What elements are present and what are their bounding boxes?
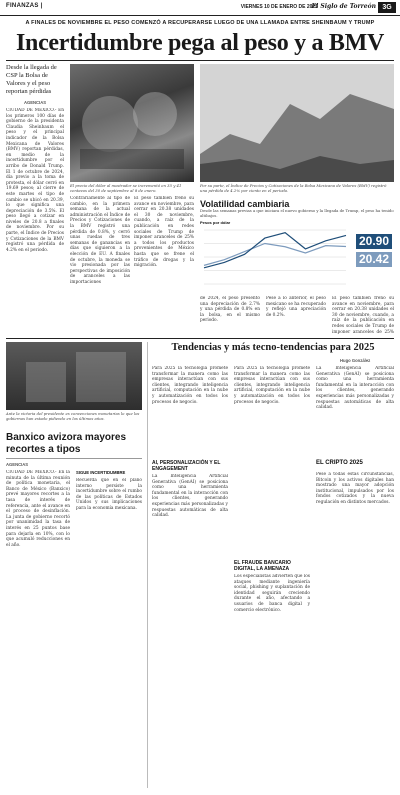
tech-subhead-ai: AI, PERSONALIZACIÓN Y EL ENGAGEMENT bbox=[152, 460, 221, 472]
peso-photo-art bbox=[70, 64, 194, 182]
banxico-headline: Banxico avizora mayores recortes a tipos bbox=[6, 432, 127, 455]
peso-photo bbox=[70, 64, 194, 182]
tech-col-c1: La Inteligencia Artificial Generativa (GenAI) se posiciona como una herramienta fundamental en la interacción con los clientes, generando experiencias más personalizadas y respuestas automáticas de alta calidad. bbox=[316, 366, 394, 411]
banxico-sidebar-body: Recuerda que en el plano interno persiste la incertidumbre sobre el rumbo de las políticas de Estados Unidos y sus implicaciones para la economía mexicana. bbox=[76, 478, 142, 511]
series-line-1 bbox=[204, 233, 346, 268]
chart-title: Volatilidad cambiaria bbox=[200, 199, 290, 209]
tech-intro: Para 2025 la tecnología promete transformar la manera como las empresas interactúan con sus clientes, integrando inteligencia artificial, computación en la nube y automatización en todos los procesos de negocio. bbox=[152, 366, 228, 405]
main-col4: de 2024, el peso presentó una depreciación de 2.7% y una pérdida de 0.8% en la bolsa, en el mismo periodo. bbox=[200, 296, 260, 324]
banxico-source: AGENCIAS bbox=[6, 462, 29, 467]
banxico-rule bbox=[6, 458, 142, 459]
bmv-photo-art bbox=[200, 64, 394, 182]
banxico-sidebar-title: SIGUE INCERTIDUMBRE bbox=[76, 470, 126, 475]
main-col6: El peso también frenó su avance en noviembre, para cerrar en 20.38 unidades el 30 de noviembre, cuando, a raíz de la publicación en redes sociales de Trump de imponer aranceles de 25% bbox=[332, 296, 394, 334]
chart-plot bbox=[200, 226, 350, 288]
main-col2: Contrariamente al tipo de cambio, en la primera semana de la actual administración el Índice de Precios y Cotizaciones de la BMV registró una pérdida de 0.8%, y cerró unas ruedas de tres semanas de ganancias en días que siguieron a la elección de EU. A finales de octubre, la moneda se vio presionada por las perspectivas de imposición de aranceles a las importaciones bbox=[70, 196, 130, 285]
tech-col-b1: Para 2025 la tecnología promete transformar la manera como las empresas interactúan con sus clientes, integrando inteligencia artificial, computación en la nube y automatización en todos los procesos de negocio. bbox=[234, 366, 310, 405]
chart-legend: Pesos por dólar bbox=[200, 220, 231, 225]
banxico-photo-art bbox=[6, 342, 142, 410]
page-number: 3G bbox=[378, 2, 396, 13]
section-rule bbox=[6, 338, 394, 339]
banxico-photo bbox=[6, 342, 142, 410]
issue-date: VIERNES 10 DE ENERO DE 2025 bbox=[240, 4, 318, 10]
main-col1: CIUDAD DE MÉXICO.- En los primeros 100 días de gobierno de la presidenta Claudia Sheinbaum el peso y el principal indicador de la Bolsa Mexicana de Valores (BMV) reportan pérdidas, en medio de la incertidumbre por el arribo de Donald Trump. El 1 de octubre de 2024, día previo a la toma de protesta, el dólar cerró en 19.69 pesos; al cierre de este martes el tipo de cambio se ubicó en 20.39, lo que significa una depreciación de 3.5%. El peso llegó a cotizar en niveles de 20.8 a finales de noviembre. Por su parte, el Índice de Precios y Cotizaciones de la BMV registró una pérdida de 4.2% en el periodo. bbox=[6, 108, 64, 253]
newspaper-brand: El Siglo de Torreón bbox=[311, 3, 376, 10]
banxico-photo-caption: Ante la victoria del presidente es convenciones monetarias lo que los gobiernos han estado pidiendo en los últimos años. bbox=[6, 411, 140, 421]
photo-caption: El precio del dólar al mostrador se incrementó en 35 y 41 centavos del 30 de septiembre al 8 de enero. bbox=[70, 183, 182, 193]
value-high: 20.90 bbox=[356, 234, 392, 249]
tech-subhead-fraud: EL FRAUDE BANCARIO DIGITAL, LA AMENAZA bbox=[234, 560, 291, 572]
value-low: 20.42 bbox=[356, 252, 392, 267]
tech-headline: Tendencias y más tecno-tendencias para 2025 bbox=[171, 342, 375, 353]
banxico-body: CIUDAD DE MÉXICO.- En la minuta de la última reunión de política monetaria, el Banco de México (Banxico) prevé mayores recortes a la tasa de interés de referencia, ante el avance en el proceso de desinflación. La junta de gobierno recortó por unanimidad la tasa de interés en 25 puntos base para dejarla en 10%, con lo que acumuló reducciones en el año. bbox=[6, 470, 70, 548]
main-deck: Desde la llegada de CSP la Bolsa de Valores y el peso reportan pérdidas bbox=[6, 64, 57, 95]
main-col3: El peso también frenó su avance en noviembre, para cerrar en 20.38 unidades el 30 de noviembre, cuando, a raíz de la publicación en redes sociales de Trump de imponer aranceles de 25% a todos los productos provenientes de México hasta que se frene el tráfico de drogas y la migración. bbox=[134, 196, 194, 269]
volatility-chart bbox=[200, 198, 394, 293]
bmv-photo bbox=[200, 64, 394, 182]
headline-rule bbox=[6, 60, 394, 61]
chart-subtitle: Desde las semanas previas a que iniciara el nuevo gobierno y la llegada de Trump, el peso ha tenido altibajos. bbox=[200, 208, 394, 218]
tech-col-c: Pese a todas estas circunstancias, Bitcoin y los activos digitales han mostrado una mayor adopción institucional, impulsados por los fondos cotizados y la nueva regulación en distintos mercados. bbox=[316, 472, 394, 505]
chart-caption: Por su parte, el Índice de Precios y Cotizaciones de la Bolsa Mexicana de Valores (BMV) registró una pérdida de 4.2% por ciento en el periodo. bbox=[200, 183, 387, 193]
tech-col-a: La Inteligencia Artificial Generativa (GenAI) se posiciona como una herramienta fundamental en la interacción con los clientes, generando experiencias más personalizadas y respuestas automáticas de alta calidad. bbox=[152, 474, 228, 519]
tech-subhead-crypto: EL CRIPTO 2025 bbox=[316, 460, 363, 466]
page-header bbox=[0, 0, 400, 16]
main-col5: Pese a lo anterior, el peso mexicano se ha recuperado y reflejó una apreciación de 0.2%. bbox=[266, 296, 326, 318]
main-headline: Incertidumbre pega al peso y a BMV bbox=[15, 30, 384, 56]
main-kicker: A FINALES DE NOVIEMBRE EL PESO COMENZÓ A RECUPERARSE LUEGO DE UNA LLAMADA ENTRE SHEINBAUM Y TRUMP bbox=[25, 20, 375, 26]
column-divider bbox=[147, 342, 148, 788]
tech-byline: Hugo González bbox=[340, 358, 371, 363]
main-source: AGENCIAS bbox=[23, 100, 47, 105]
section-label: FINANZAS | bbox=[6, 3, 43, 9]
tech-col-b: Los especialistas advierten que los ataques mediante ingeniería social, phishing y suplantación de identidad seguirán creciendo durante el año, afectando a usuarios de banca digital y comercio electrónico. bbox=[234, 574, 310, 613]
